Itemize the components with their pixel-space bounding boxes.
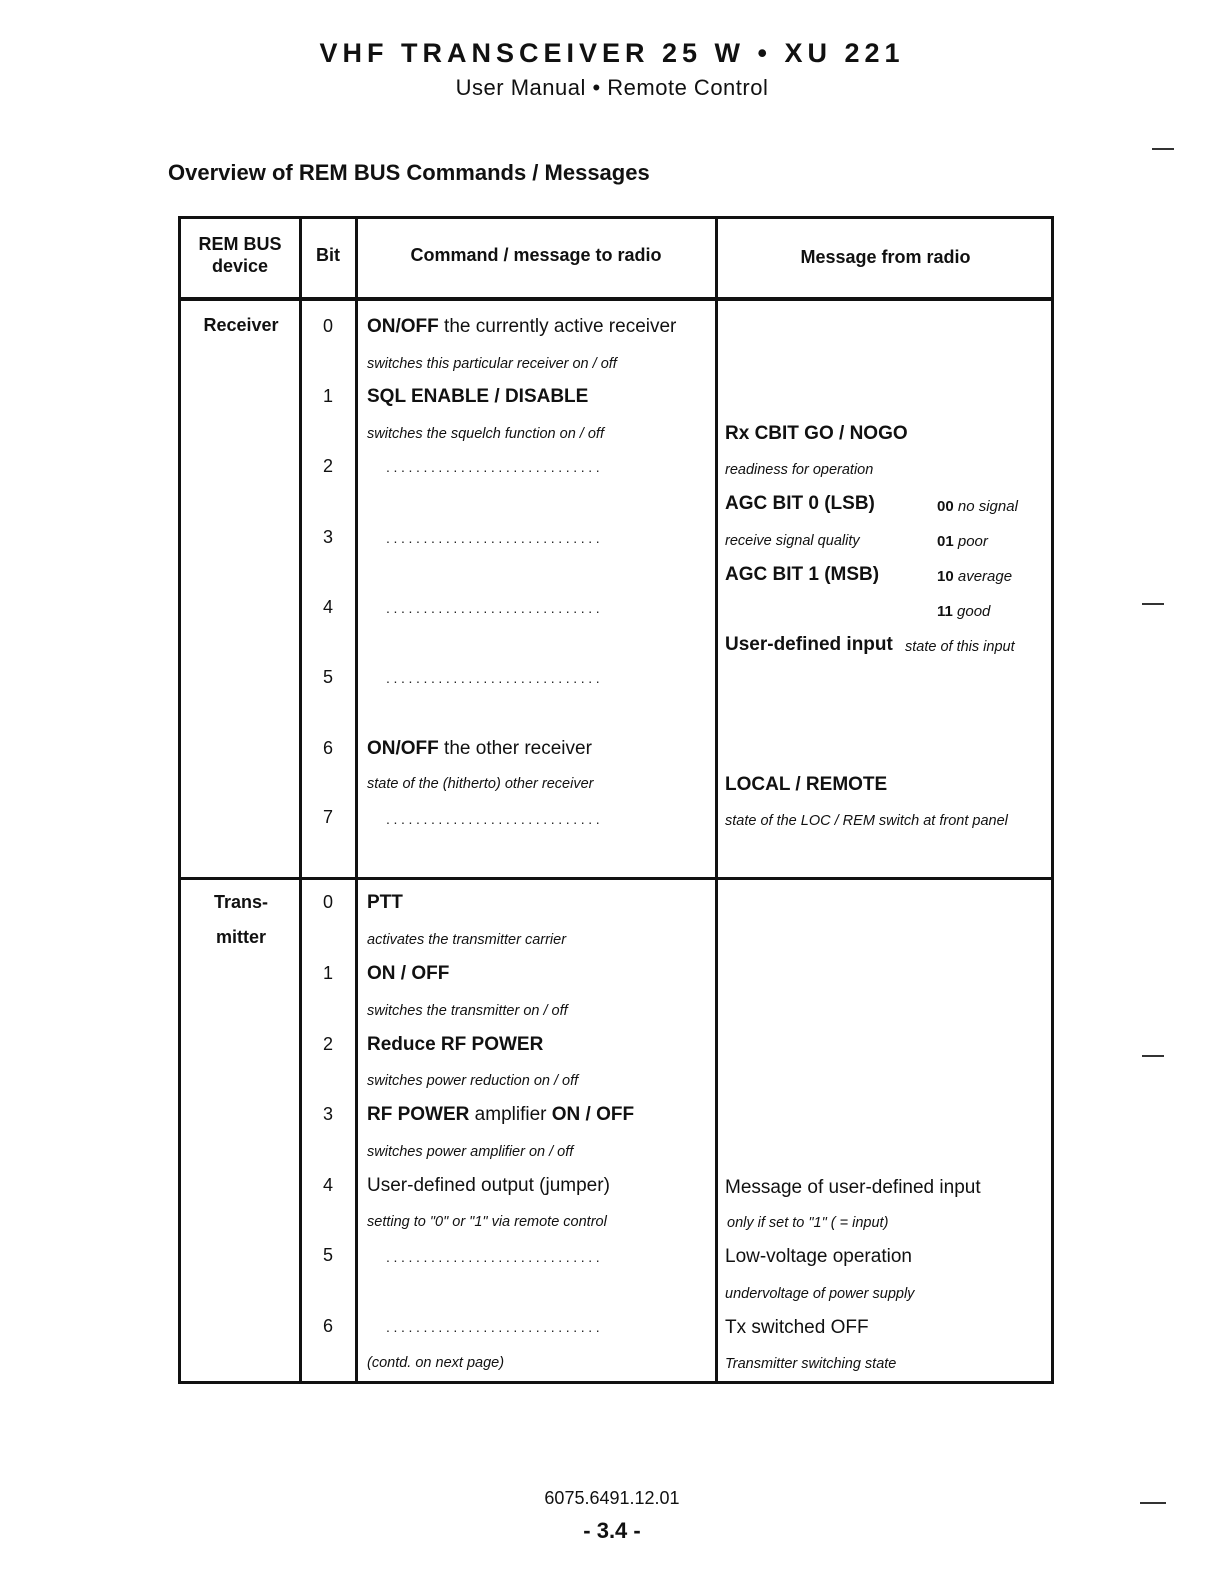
column-divider	[355, 219, 358, 1381]
agc-code	[937, 603, 990, 620]
command-description: state of the (hitherto) other receiver	[367, 776, 594, 792]
message-description: only if set to "1" ( = input)	[727, 1215, 889, 1231]
message-description: state of this input	[905, 639, 1015, 655]
code-label: poor	[957, 533, 988, 550]
command-user-defined-output: User-defined output (jumper)	[367, 1175, 610, 1196]
bit-number: 6	[322, 1316, 333, 1336]
margin-mark	[1142, 603, 1164, 605]
code-value: 01	[937, 533, 954, 550]
command-rx-on-off	[367, 316, 676, 338]
dotted-leader: .............................	[386, 1249, 604, 1265]
message-description: Transmitter switching state	[725, 1356, 897, 1372]
device-receiver: Receiver	[203, 315, 279, 335]
message-description: receive signal quality	[725, 533, 860, 549]
command-tx-on-off: ON / OFF	[367, 963, 450, 984]
column-divider	[715, 219, 718, 1381]
header-message: Message from radio	[800, 247, 971, 267]
message-low-voltage: Low-voltage operation	[725, 1246, 912, 1267]
command-text: the other receiver	[438, 738, 592, 759]
page-number: - 3.4 -	[583, 1518, 641, 1543]
section-divider	[181, 877, 1051, 880]
section-title: Overview of REM BUS Commands / Messages	[168, 160, 650, 185]
message-agc-bit-1: AGC BIT 1 (MSB)	[725, 564, 880, 585]
message-rx-cbit: Rx CBIT GO / NOGO	[725, 423, 908, 444]
command-description: setting to "0" or "1" via remote control	[367, 1214, 607, 1230]
bit-number: 7	[322, 807, 333, 827]
command-description: switches the transmitter on / off	[367, 1003, 568, 1019]
agc-code	[937, 498, 1018, 515]
bit-number: 5	[322, 1245, 333, 1265]
command-description: switches power reduction on / off	[367, 1073, 579, 1089]
dotted-leader: .............................	[386, 530, 604, 546]
command-text: amplifier	[469, 1104, 552, 1125]
dotted-leader: .............................	[386, 670, 604, 686]
message-local-remote: LOCAL / REMOTE	[725, 774, 888, 795]
message-agc-bit-0: AGC BIT 0 (LSB)	[725, 493, 875, 514]
rem-bus-table	[178, 216, 1054, 1384]
header-command: Command / message to radio	[410, 245, 662, 265]
command-bold: ON/OFF	[367, 316, 439, 337]
dotted-leader: .............................	[386, 811, 604, 827]
margin-mark	[1142, 1055, 1164, 1057]
bit-number: 3	[322, 527, 333, 547]
command-sql-enable: SQL ENABLE / DISABLE	[367, 386, 589, 407]
bit-number: 0	[322, 316, 333, 336]
message-description: undervoltage of power supply	[725, 1286, 915, 1302]
dotted-leader: .............................	[386, 600, 604, 616]
bit-number: 4	[322, 597, 333, 617]
command-ptt: PTT	[367, 892, 403, 913]
code-value: 10	[937, 568, 954, 585]
command-bold: ON / OFF	[551, 1104, 635, 1125]
document-subtitle: User Manual • Remote Control	[455, 75, 769, 100]
command-description: switches the squelch function on / off	[367, 426, 604, 442]
command-bold: ON/OFF	[367, 738, 439, 759]
document-title: VHF TRANSCEIVER 25 W • XU 221	[319, 38, 905, 68]
header-divider	[181, 297, 1051, 301]
command-reduce-rf-power: Reduce RF POWER	[367, 1034, 544, 1055]
header-device: REM BUS device	[198, 234, 282, 276]
code-value: 00	[937, 498, 954, 515]
bit-number: 1	[322, 386, 333, 406]
agc-code	[937, 568, 1012, 585]
dotted-leader: .............................	[386, 459, 604, 475]
message-description: state of the LOC / REM switch at front panel	[725, 813, 1008, 829]
message-tx-switched-off: Tx switched OFF	[725, 1317, 869, 1338]
command-bold: RF POWER	[367, 1104, 470, 1125]
command-description: switches this particular receiver on / off	[367, 356, 617, 372]
code-label: good	[957, 603, 991, 620]
margin-mark	[1140, 1502, 1166, 1504]
code-label: average	[957, 568, 1013, 585]
command-description: activates the transmitter carrier	[367, 932, 567, 948]
command-other-rx-on-off	[367, 738, 592, 760]
device-transmitter: mitter	[215, 927, 266, 947]
command-text: the currently active receiver	[438, 316, 677, 337]
bit-number: 5	[322, 667, 333, 687]
bit-number: 4	[322, 1175, 333, 1195]
bit-number: 1	[322, 963, 333, 983]
dotted-leader: .............................	[386, 1319, 604, 1335]
document-number: 6075.6491.12.01	[544, 1488, 680, 1508]
command-rf-power-amplifier	[367, 1104, 634, 1126]
code-value: 11	[937, 603, 953, 620]
margin-mark	[1152, 148, 1174, 150]
bit-number: 2	[322, 1034, 333, 1054]
header-bit: Bit	[316, 245, 340, 265]
bit-number: 2	[322, 456, 333, 476]
bit-number: 3	[322, 1104, 333, 1124]
message-user-defined-input: User-defined input	[725, 634, 893, 655]
agc-code	[937, 533, 988, 550]
code-label: no signal	[957, 498, 1018, 515]
command-description: switches power amplifier on / off	[367, 1144, 574, 1160]
bit-number: 0	[322, 892, 333, 912]
continued-note: (contd. on next page)	[367, 1355, 505, 1371]
message-description: readiness for operation	[725, 462, 874, 478]
message-user-defined-input: Message of user-defined input	[725, 1177, 981, 1198]
bit-number: 6	[322, 738, 333, 758]
page-header	[0, 38, 1224, 101]
device-transmitter: Trans-	[213, 892, 269, 912]
